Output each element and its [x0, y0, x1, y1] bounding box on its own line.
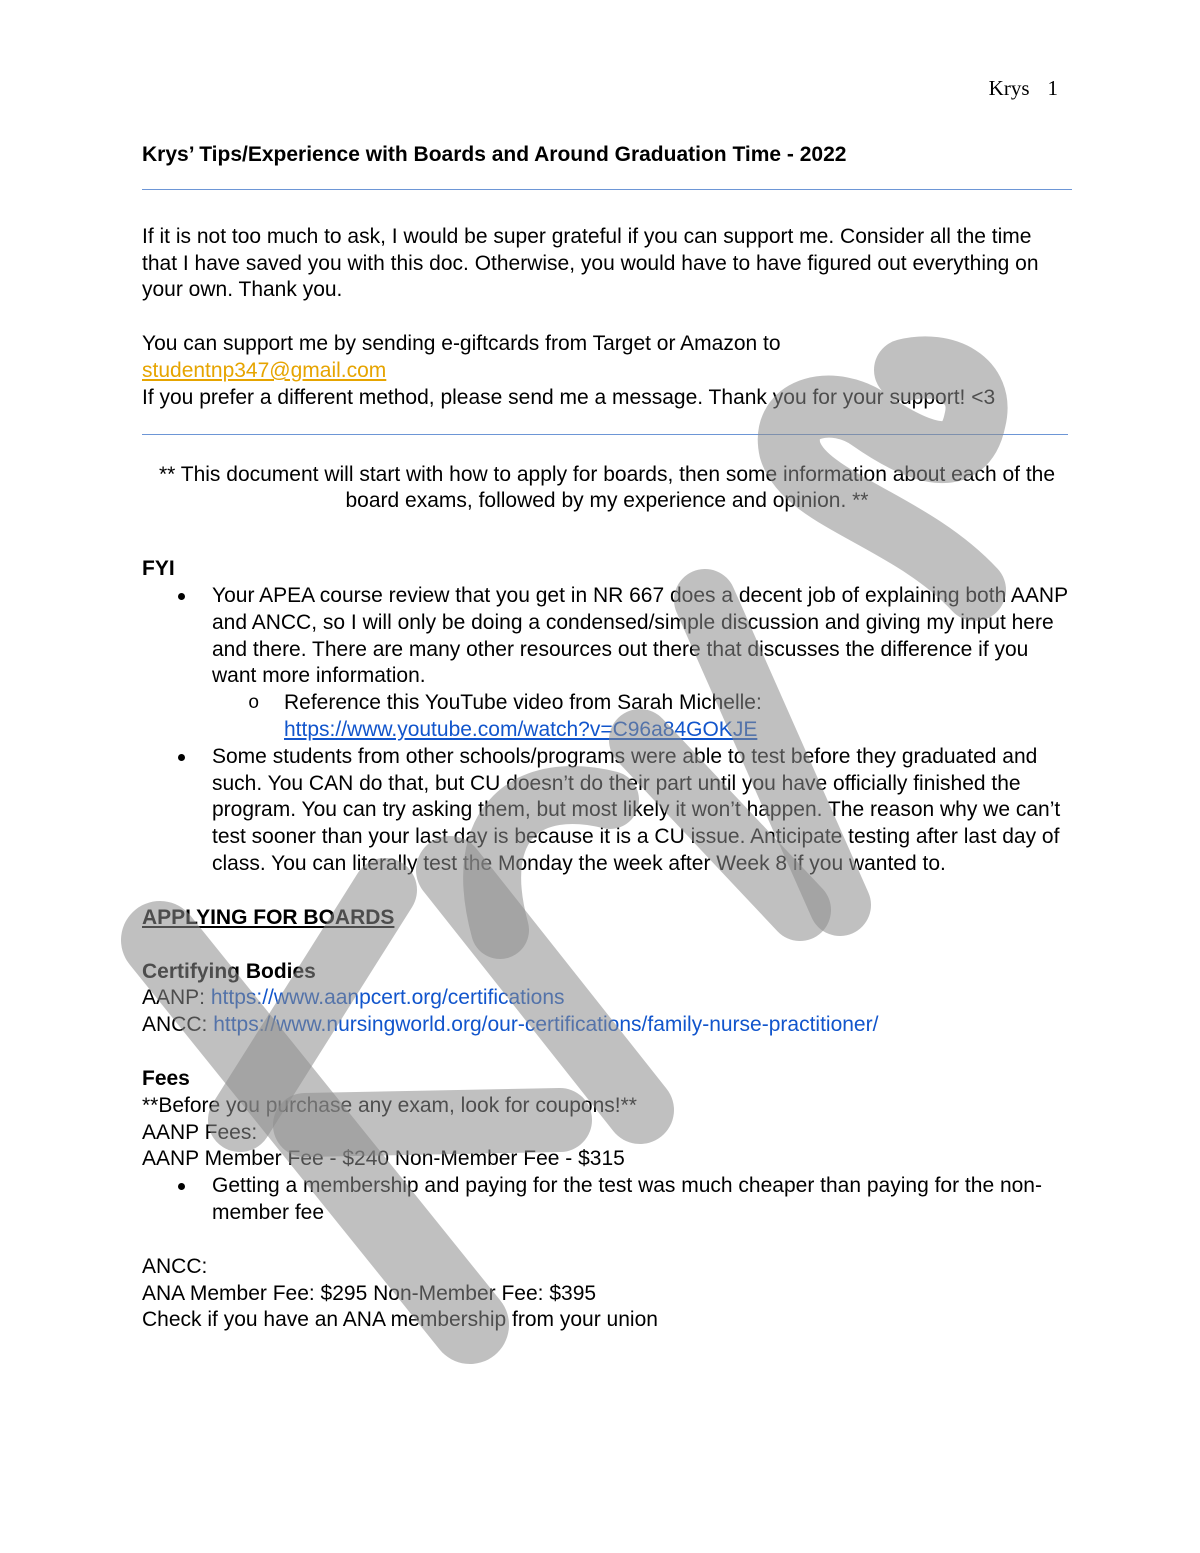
applying-heading: APPLYING FOR BOARDS: [142, 905, 395, 929]
email-line: [142, 358, 1072, 385]
fyi-heading: FYI: [142, 557, 175, 581]
fyi-sub-list: [212, 690, 1072, 744]
divider-top: [142, 189, 1072, 190]
aanp-fees-bullet-text: Getting a membership and paying for the test was much cheaper than paying for the non-member fee: [212, 1174, 1042, 1224]
header-page-number: 1: [1047, 76, 1058, 100]
fees-heading: Fees: [142, 1066, 190, 1090]
aanp-fees-line: AANP Member Fee - $240 Non-Member Fee - $315: [142, 1147, 625, 1171]
aanp-cert-label: AANP:: [142, 986, 211, 1010]
email-link[interactable]: studentnp347@gmail.com: [142, 358, 387, 382]
prefer-line: If you prefer a different method, please send me a message. Thank you for your support! <3: [142, 385, 996, 409]
aanp-cert-line: [142, 985, 1072, 1012]
aanp-cert-link[interactable]: https://www.aanpcert.org/certifications: [210, 986, 565, 1010]
document-overview-note: ** This document will start with how to apply for boards, then some information about each of the board exams, followed by my experience and opinion. **: [158, 462, 1056, 513]
fyi-list: [142, 583, 1072, 878]
certifying-bodies-heading: Certifying Bodies: [142, 959, 316, 983]
fyi-bullet-apea: [142, 583, 1072, 744]
intro-paragraph: If it is not too much to ask, I would be super grateful if you can support me. Consider all the time that I have saved you with this doc. Otherwise, you would have to have figured out everything on your own. Thank you.: [142, 224, 1039, 302]
document-title: Krys’ Tips/Experience with Boards and Around Graduation Time - 2022: [142, 143, 847, 166]
aanp-fees-bullet: [142, 1173, 1072, 1227]
fyi-bullet-testing-text: Some students from other schools/programs were able to test before they graduated and such. You CAN do that, but CU doesn’t do their part until you have officially finished the program. You can try asking them, but most likely it won’t happen. The reason why we can’t test sooner than your last day is because it is a CU issue. Anticipate testing after last day of class. You can literally test the Monday the week after Week 8 if you wanted to.: [212, 744, 1061, 875]
fyi-bullet-apea-text: Your APEA course review that you get in NR 667 does a decent job of explaining both AANP and ANCC, so I will only be doing a condensed/simple discussion and giving my input here and there. There are many other resources out there that discusses the difference if you want more information.: [212, 583, 1068, 688]
support-line: You can support me by sending e-giftcards from Target or Amazon to: [142, 332, 781, 356]
running-header: [989, 76, 1058, 101]
ancc-cert-link[interactable]: https://www.nursingworld.org/our-certifications/family-nurse-practitioner/: [213, 1013, 879, 1037]
fyi-bullet-testing: [142, 744, 1072, 878]
ancc-cert-label: ANCC:: [142, 1013, 214, 1037]
aanp-fees-list: [142, 1173, 1072, 1227]
youtube-reference-text: Reference this YouTube video from Sarah Michelle:: [284, 691, 762, 715]
coupon-note: **Before you purchase any exam, look for coupons!**: [142, 1093, 637, 1117]
ancc-check-line: Check if you have an ANA membership from your union: [142, 1308, 658, 1332]
fyi-sub-item-youtube: [212, 690, 1072, 744]
youtube-link[interactable]: https://www.youtube.com/watch?v=C96a84GOKJE: [284, 717, 758, 741]
document-body: [142, 140, 1072, 1334]
ancc-fees-label: ANCC:: [142, 1254, 208, 1278]
ancc-fees-line: ANA Member Fee: $295 Non-Member Fee: $395: [142, 1281, 597, 1305]
aanp-fees-label: AANP Fees:: [142, 1120, 258, 1144]
header-author: Krys: [988, 76, 1030, 100]
divider-bottom: [142, 434, 1068, 435]
ancc-cert-line: [142, 1012, 1072, 1039]
